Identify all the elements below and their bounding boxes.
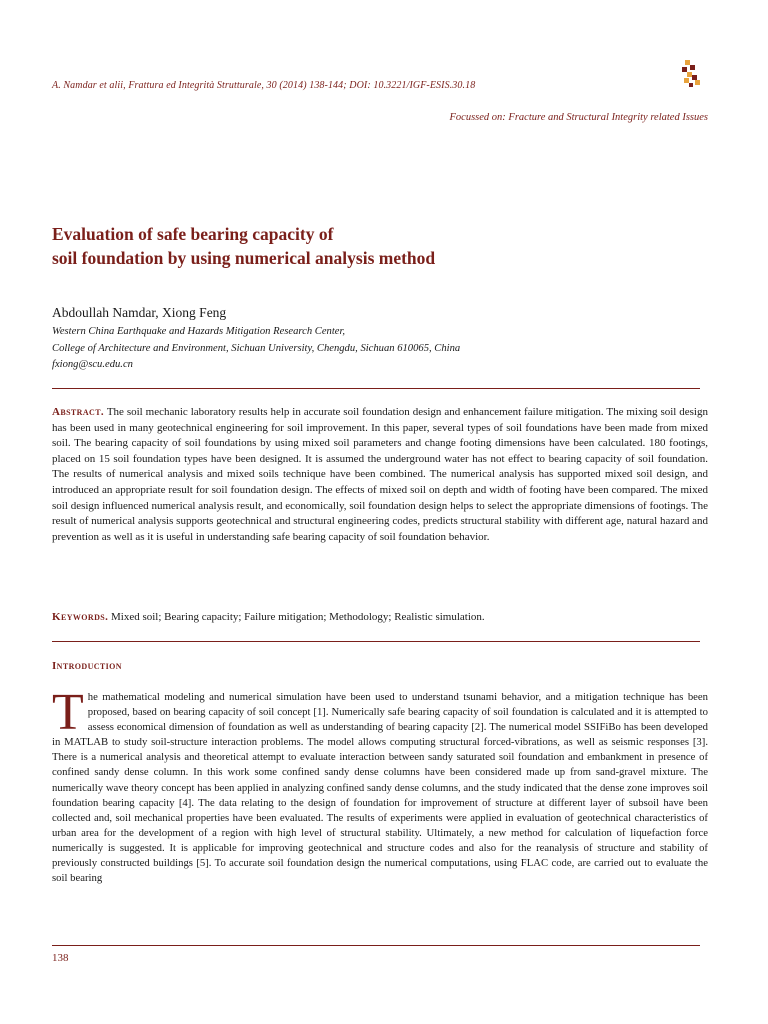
introduction-body [52, 684, 708, 886]
title-line-2: soil foundation by using numerical analysis method [52, 248, 436, 268]
affiliation-1: Western China Earthquake and Hazards Mitigation Research Center, [52, 326, 346, 337]
keywords-label: Keywords. [52, 611, 109, 623]
introduction-heading: Introduction [52, 660, 122, 672]
affiliation-2: College of Architecture and Environment, Sichuan University, Chengdu, Sichuan 610065, China [52, 343, 461, 354]
journal-reference: A. Namdar et alii, Frattura ed Integrità Strutturale, 30 (2014) 138-144; DOI: 10.3221/IGF-ESIS.30.18 [52, 80, 476, 91]
keywords [52, 610, 708, 625]
abstract-text: The soil mechanic laboratory results help in accurate soil foundation design and enhancement failure mitigation. The mixing soil design has been used in many geotechnical engineering for soil improvement. In this paper, several types of soil foundations have been made from mixed soil. The bearing capacity of soil foundations by using mixed soil parameters and change footing dimensions have been calculated. 180 footings, placed on 15 soil foundation types have been designed. It is assumed the underground water has not effect to bearing capacity of soil foundation. The results of numerical analysis and mixed soils technique have been combined. The numerical analysis has supported mixed soil design, and introduced an appropriate result for soil foundation design. The effects of mixed soil on depth and width of footing have been compared. The mixed soil design influenced numerical analysis result, and economically, soil foundation design helps to select the appropriate dimensions of footings. The result of numerical analysis supports geotechnical and structural engineering codes, predicts structural stability with different age, natural hazard and prevention as well as it is useful in understanding safe bearing capacity of soil foundation behavior. [52, 406, 708, 543]
title-line-1: Evaluation of safe bearing capacity of [52, 224, 334, 244]
page-number: 138 [52, 952, 69, 964]
divider [52, 388, 700, 389]
author-email[interactable]: fxiong@scu.edu.cn [52, 359, 133, 370]
introduction-text: he mathematical modeling and numerical simulation have been used to understand tsunami behavior, and a mitigation technique has been proposed, based on bearing capacity of soil concept [1]. Numerically safe bearing capacity of soil foundation is calculated and it is attempted to assess economical dimension of foundation as well as understanding of bearing capacity [2]. The numerical model SSIFiBo has been developed in MATLAB to study soil-structure interaction problems. The model allows computing structural forced-vibrations, as well as seismic responses [3]. There is a numerical analysis and theoretical attempt to evaluate interaction between sandy saturated soil foundation and embankment in presence of confined sandy dense column. In this work some confined sandy dense columns have been considered made up from sand-gravel mixture. The numerically wave theory concept has been applied in analyzing confined sandy dense columns, and the study indicated that the dense zone improves soil foundation bearing capacity [4]. The data relating to the design of foundation for improvement of structure at different layer of subsoil have been collected and, soil mechanical properties have been evaluated. The results of experiments were applied in evaluation of geotechnical characteristics of urban area for the development of a region with high level of structural stability. Ultimately, a new method for calculation of liquefaction force numerically is suggested. It is applicable for improving geotechnical and structure codes and also for the reanalysis of structure and stability of previously constructed buildings [5]. To accurate soil foundation design the numerical computations, using FLAC code, are carried out to evaluate the soil bearing [52, 691, 708, 885]
abstract-label: Abstract. [52, 406, 105, 418]
dropcap: T [52, 684, 84, 741]
divider [52, 945, 700, 946]
journal-logo-icon [676, 58, 706, 88]
authors: Abdoullah Namdar, Xiong Feng [52, 305, 227, 320]
keywords-text: Mixed soil; Bearing capacity; Failure mitigation; Methodology; Realistic simulation. [111, 611, 485, 623]
divider [52, 641, 700, 642]
abstract [52, 405, 708, 545]
focus-line: Focussed on: Fracture and Structural Integrity related Issues [449, 112, 708, 123]
paper-title [52, 222, 712, 270]
